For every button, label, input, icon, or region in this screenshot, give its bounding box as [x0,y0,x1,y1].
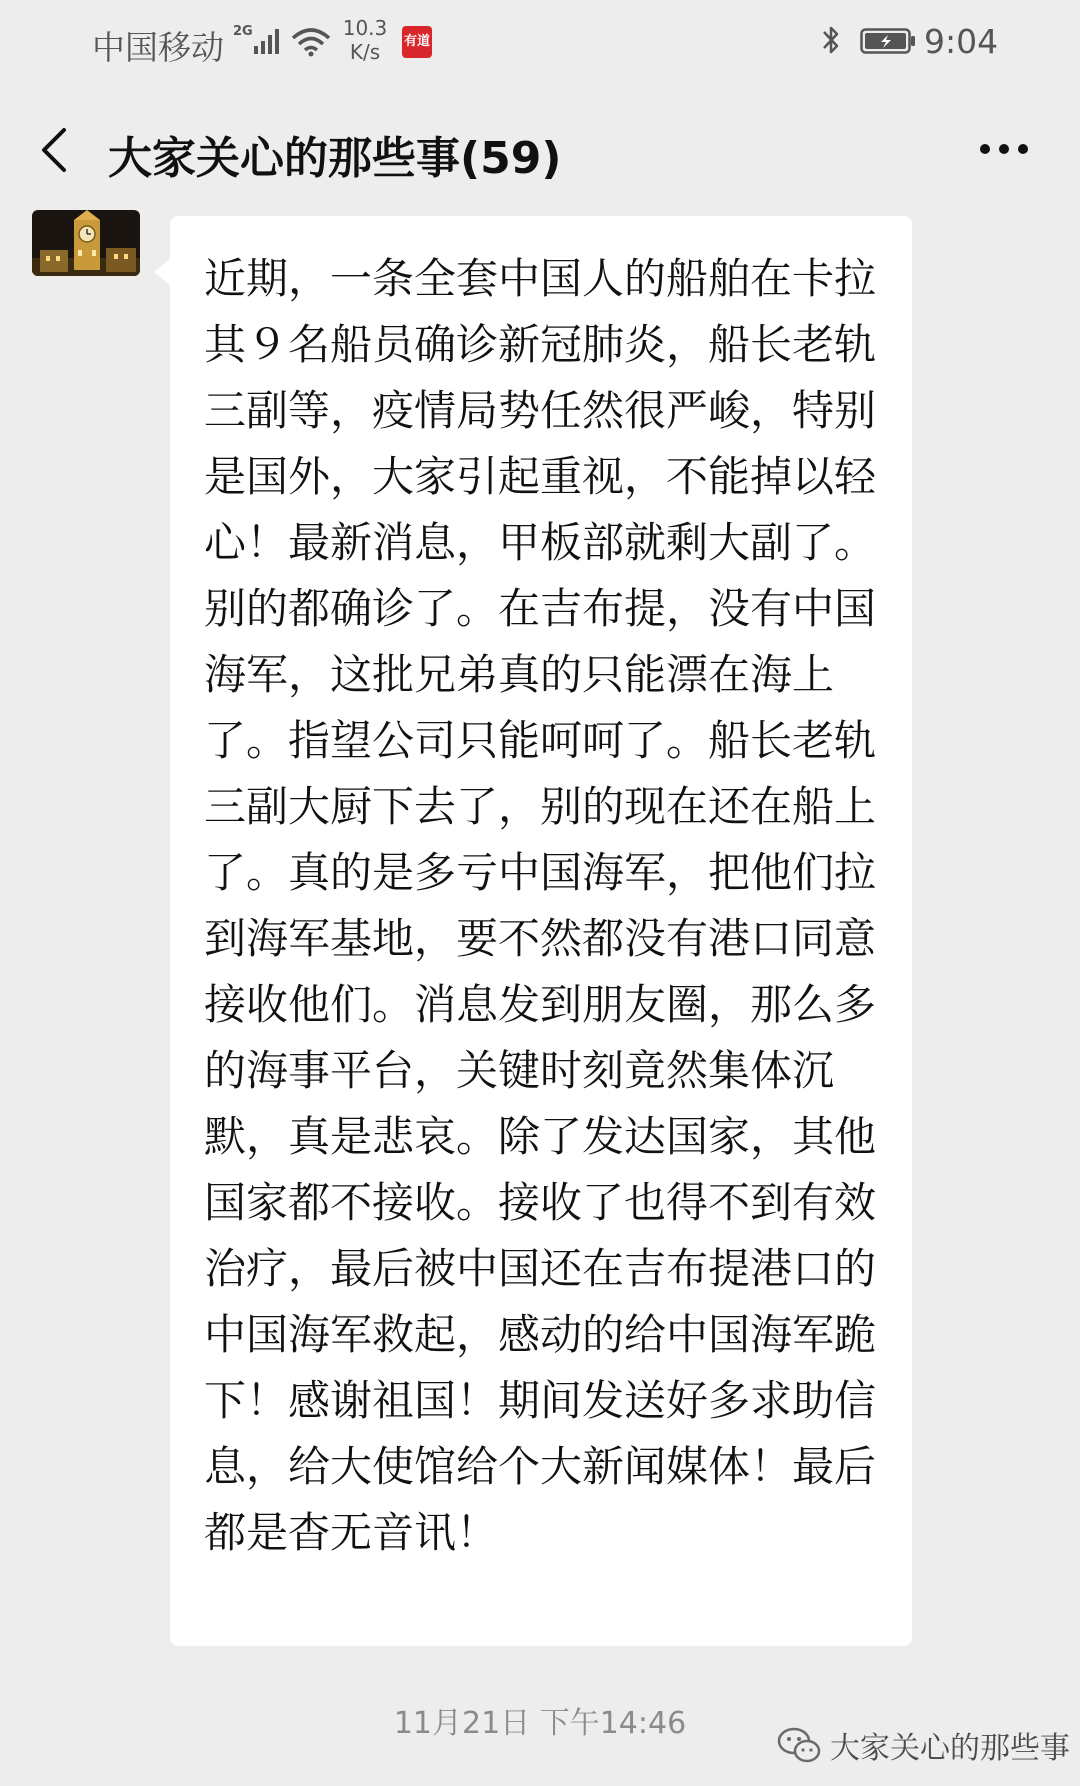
bubble-tail [154,258,171,286]
status-bar [0,0,1080,84]
message-timestamp: 11月21日 下午14:46 [393,1706,687,1741]
clock-tower-avatar-image [32,210,140,276]
youdao-app-icon: 有道 [402,26,432,58]
bluetooth-icon [820,22,842,58]
wechat-icon [776,1725,822,1765]
avatar[interactable] [32,210,140,276]
signal-bars-icon [252,26,282,56]
battery-icon [860,28,916,54]
net-speed-unit: K/s [349,40,381,64]
watermark [776,1722,1070,1768]
net-speed-value: 10.3 [342,16,388,40]
status-time: 9:04 [924,22,999,61]
carrier-label: 中国移动 [92,28,224,67]
wifi-icon [290,26,332,58]
back-arrow-icon[interactable] [36,124,72,176]
message-bubble[interactable] [170,216,912,1646]
chat-header [0,100,1080,200]
watermark-text: 大家关心的那些事 [830,1731,1070,1766]
chat-title: 大家关心的那些事(59) [108,133,562,184]
more-icon[interactable] [978,142,1030,156]
message-text: 近期，一条全套中国人的船舶在卡拉其９名船员确诊新冠肺炎，船长老轨三副等，疫情局势任然很严峻，特别是国外，大家引起重视，不能掉以轻心！最新消息，甲板部就剩大副了。别的都确诊了。在吉布提，没有中国海军，这批兄弟真的只能漂在海上了。指望公司只能呵呵了。船长老轨三副大厨下去了，别的现在还在船上了。真的是多亏中国海军，把他们拉到海军基地，要不然都没有港口同意接收他们。消息发到朋友圈，那么多的海事平台，关键时刻竟然集体沉默，真是悲哀。除了发达国家，其他国家都不接收。接收了也得不到有效治疗，最后被中国还在吉布提港口的中国海军救起，感动的给中国海军跪下！感谢祖国！期间发送好多求助信息，给大使馆给个大新闻媒体！最后都是杳无音讯！ [204,254,877,1557]
net-speed [342,16,388,64]
network-type-label: 2G [233,24,253,39]
